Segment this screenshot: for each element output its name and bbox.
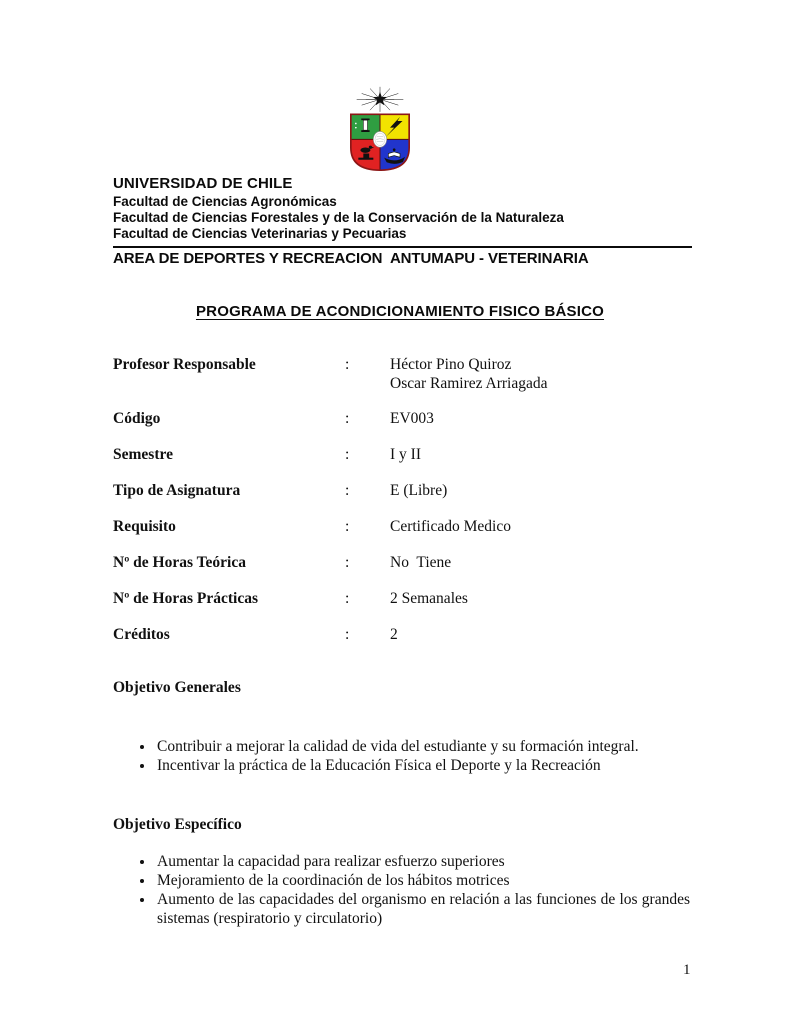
field-value: E (Libre): [390, 482, 448, 499]
field-row-tipo-asignatura: [113, 481, 690, 500]
professor-name-1: Héctor Pino Quiroz: [390, 356, 512, 373]
list-item: • Aumentar la capacidad para realizar esfuerzo superiores: [155, 852, 690, 871]
page-number: 1: [683, 962, 691, 978]
university-name: UNIVERSIDAD DE CHILE: [113, 175, 293, 192]
field-value: No Tiene: [390, 554, 452, 571]
field-row-codigo: [113, 409, 690, 428]
field-label: Créditos: [113, 626, 170, 643]
field-colon: :: [345, 482, 350, 499]
field-row-requisito: [113, 517, 690, 536]
section-heading-objetivo-especifico: Objetivo Específico: [113, 816, 242, 833]
field-label: Tipo de Asignatura: [113, 482, 241, 499]
medallion-icon: [373, 131, 386, 147]
field-label: Profesor Responsable: [113, 356, 256, 373]
field-colon: :: [345, 626, 350, 643]
field-row-horas-teorica: [113, 553, 690, 572]
field-value: Certificado Medico: [390, 518, 511, 535]
field-row-semestre: [113, 445, 690, 464]
field-colon: :: [345, 446, 350, 463]
faculty-line-1: Facultad de Ciencias Agronómicas: [113, 194, 337, 209]
letterhead: [113, 174, 692, 268]
professor-name-2: Oscar Ramirez Arriagada: [390, 375, 548, 392]
field-value: I y II: [390, 446, 421, 463]
header-divider: [113, 246, 692, 248]
field-colon: :: [345, 410, 350, 427]
field-colon: :: [345, 518, 350, 535]
field-colon: :: [345, 554, 350, 571]
field-value: [390, 355, 690, 393]
field-colon: :: [345, 590, 350, 607]
department-name: AREA DE DEPORTES Y RECREACION ANTUMAPU - VETERINARIA: [113, 250, 589, 267]
field-value: EV003: [390, 410, 434, 427]
list-item: • Mejoramiento de la coordinación de los hábitos motrices: [155, 871, 690, 890]
objetivo-generales-list: [113, 737, 690, 775]
page-title: PROGRAMA DE ACONDICIONAMIENTO FISICO BÁSICO: [195, 303, 605, 320]
objetivo-especifico-list: [113, 852, 690, 928]
field-row-horas-practicas: [113, 589, 690, 608]
document-body: [113, 355, 690, 928]
field-row-creditos: [113, 625, 690, 644]
title-wrap: [0, 303, 800, 321]
list-item: • Contribuir a mejorar la calidad de vida del estudiante y su formación integral.: [155, 737, 690, 756]
university-logo-icon: [330, 86, 430, 171]
faculty-line-2: Facultad de Ciencias Forestales y de la Conservación de la Naturaleza: [113, 210, 564, 225]
field-label: Código: [113, 410, 161, 427]
list-item: • Aumento de las capacidades del organismo en relación a las funciones de los grandes sistemas (respiratorio y circulatorio): [155, 890, 690, 928]
section-heading-objetivo-generales: Objetivo Generales: [113, 679, 241, 696]
field-label: Nº de Horas Prácticas: [113, 590, 259, 607]
list-item: • Incentivar la práctica de la Educación Física el Deporte y la Recreación: [155, 756, 690, 775]
field-label: Semestre: [113, 446, 173, 463]
field-colon: :: [345, 356, 350, 373]
field-value: 2: [390, 626, 398, 643]
field-label: Requisito: [113, 518, 176, 535]
field-row-profesor: [113, 355, 690, 393]
field-label: Nº de Horas Teórica: [113, 554, 246, 571]
field-value: 2 Semanales: [390, 590, 468, 607]
faculty-line-3: Facultad de Ciencias Veterinarias y Pecuarias: [113, 226, 407, 241]
